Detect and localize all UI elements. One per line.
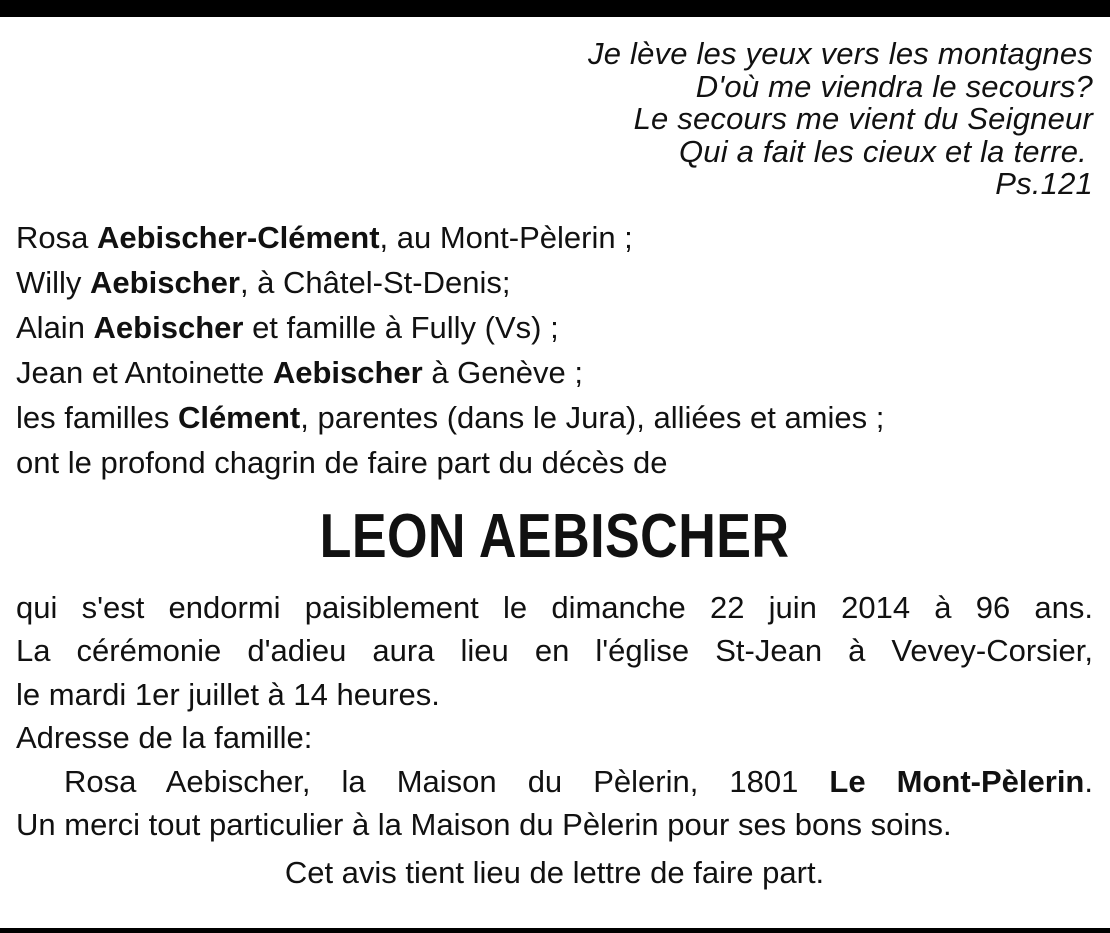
deceased-name: LEON AEBISCHER <box>319 501 790 571</box>
psalm-line-3: Le secours me vient du Seigneur <box>633 101 1093 137</box>
family-line-text: et famille à Fully (Vs) ; <box>243 309 559 345</box>
family-surname: Aebischer-Clément <box>96 219 380 255</box>
family-line-text: Willy <box>16 264 91 300</box>
family-line <box>16 260 1093 305</box>
psalm-reference: Ps.121 <box>995 166 1093 202</box>
obituary-notice <box>16 38 1093 893</box>
family-line-text: Alain <box>16 309 94 345</box>
closing-note: Cet avis tient lieu de lettre de faire part. <box>284 854 825 890</box>
details-line-1: qui s'est endormi paisiblement le dimanche 22 juin 2014 à 96 ans. <box>16 589 1093 625</box>
thanks-line: Un merci tout particulier à la Maison du Pèlerin pour ses bons soins. <box>16 807 952 843</box>
family-line <box>16 395 1093 440</box>
ceremony-details <box>16 586 1093 717</box>
family-line-text: , au Mont-Pèlerin ; <box>379 219 633 255</box>
address-text: Rosa Aebischer, la Maison du Pèlerin, 1801 <box>64 763 830 799</box>
details-line-3: le mardi 1er juillet à 14 heures. <box>16 676 440 712</box>
family-surname: Aebischer <box>272 354 423 390</box>
address-locality: Le Mont-Pèlerin <box>829 763 1085 799</box>
family-line-text: les familles <box>16 399 178 435</box>
family-line-text: , parentes (dans le Jura), alliées et amies ; <box>300 399 885 435</box>
bottom-border <box>0 928 1110 933</box>
family-line-text: à Genève ; <box>422 354 583 390</box>
psalm-line-2: D'où me viendra le secours? <box>695 68 1093 104</box>
family-line <box>16 215 1093 260</box>
top-border <box>0 0 1110 17</box>
family-address <box>16 716 1093 847</box>
address-label: Adresse de la famille: <box>16 720 313 756</box>
family-announcement <box>16 215 1093 485</box>
family-surname: Aebischer <box>90 264 240 300</box>
family-line <box>16 350 1093 395</box>
family-line-text: Rosa <box>16 219 97 255</box>
family-surname: Clément <box>177 399 301 435</box>
details-line-2: La cérémonie d'adieu aura lieu en l'église St-Jean à Vevey-Corsier, <box>16 633 1093 669</box>
psalm-line-1: Je lève les yeux vers les montagnes <box>588 36 1093 71</box>
family-line-text: , à Châtel-St-Denis; <box>239 264 511 300</box>
address-period: . <box>1084 763 1093 799</box>
address-line <box>16 760 1093 804</box>
psalm-line-4: Qui a fait les cieux et la terre. <box>678 133 1087 169</box>
family-surname: Aebischer <box>93 309 244 345</box>
announcement-intro: ont le profond chagrin de faire part du décès de <box>16 444 668 480</box>
psalm-quote <box>16 38 1093 201</box>
family-line-text: Jean et Antoinette <box>16 354 273 390</box>
family-line <box>16 305 1093 350</box>
